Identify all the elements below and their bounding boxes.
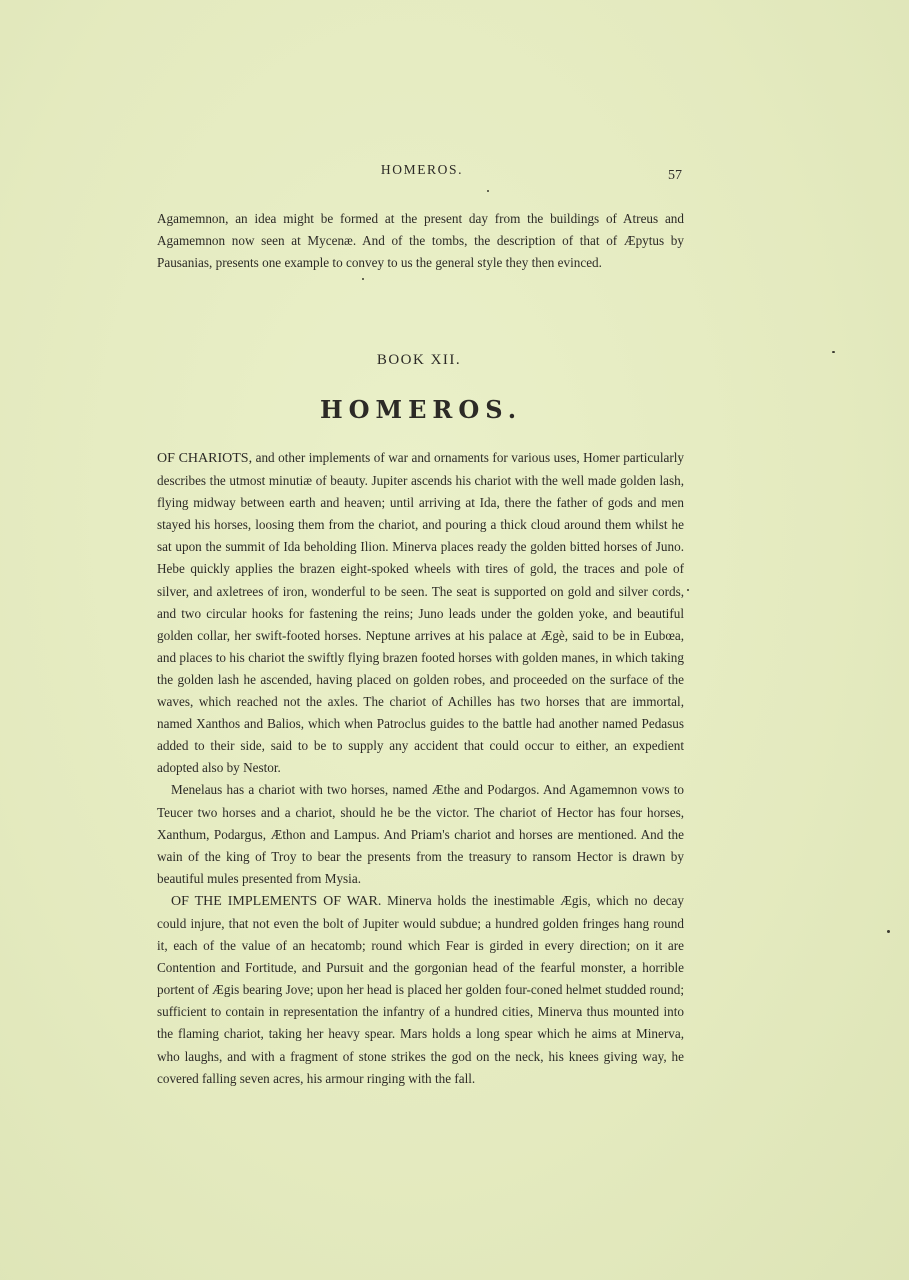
paragraph-text: and other implements of war and ornaments for various uses, Homer particularly describes the utmost minutiæ of beauty. Jupiter ascends his chariot with the well made golden lash, flying midway between earth and heaven; until arriving at Ida, there the father of gods and men stayed his horses, loosing them from the chariot, and pouring a thick cloud around them whilst he sat upon the summit of Ida beholding Ilion. Minerva places ready the golden bitted horses of Juno. Hebe quickly applies the brazen eight-spoked wheels with tires of gold, the traces and pole of silver, and axletrees of iron, wonderful to be seen. The seat is supported on gold and silver cords, and two circular hooks for fastening the reins; Juno leads under the golden yoke, and beautiful golden collar, her swift-footed horses. Neptune arrives at his palace at Ægè, said to be in Eubœa, and places to his chariot the swiftly flying brazen footed horses with golden manes, in which taking the golden lash he ascended, having placed on golden robes, and proceeded on the surface of the waves, which reached not the axles. The chariot of Achilles has two horses that are immortal, named Xanthos and Balios, which when Patroclus guides to the battle had another named Pedasus added to their side, said to be to supply any accident that could occur to either, an expedient adopted also by Nestor.	[157, 450, 684, 776]
paper-speck	[687, 589, 689, 591]
paragraph-lead: OF THE IMPLEMENTS OF WAR.	[171, 893, 382, 909]
paper-speck	[487, 190, 489, 192]
paragraph-lead: OF CHARIOTS,	[157, 451, 253, 466]
paragraph-text: Minerva holds the inestimable Ægis, which no decay could injure, that not even the bolt of Jupiter would subdue; a hundred golden fringes hang round it, each of the value of an hecatomb; round which Fear is girded in every direction; on it are Contention and Fortitude, and Pursuit and the gorgonian head of the fearful monster, a horrible portent of Ægis bearing Jove; upon her head is placed her golden four-coned helmet studded round; sufficient to contain in representation the infantry of a hundred cities, Minerva thus mounted into the flaming chariot, taking her heavy spear. Mars holds a long spear which he aims at Minerva, who laughs, and with a fragment of stone strikes the god on the neck, his knees giving way, he covered falling seven acres, his armour ringing with the fall.	[157, 892, 685, 1086]
body-text	[157, 447, 684, 1090]
paragraph-menelaus	[157, 779, 684, 889]
continued-paragraph	[157, 208, 684, 274]
paragraph-chariots	[157, 447, 684, 779]
paper-speck	[832, 351, 835, 353]
continued-text: Agamemnon, an idea might be formed at the present day from the buildings of Atreus and Agamemnon now seen at Mycenæ. And of the tombs, the description of that of Æpytus by Pausanias, presents one example to convey to us the general style they then evinced.	[157, 211, 684, 271]
page-number: 57	[668, 168, 682, 183]
paragraph-text: Menelaus has a chariot with two horses, named Æthe and Podargos. And Agamemnon vows to Teucer two horses and a chariot, should he be the victor. The chariot of Hector has four horses, Xanthum, Podargus, Æthon and Lampus. And Priam's chariot and horses are mentioned. And the wain of the king of Troy to bear the presents from the treasury to ransom Hector is drawn by beautiful mules presented from Mysia.	[157, 782, 684, 886]
paper-speck	[887, 930, 890, 933]
paragraph-implements	[157, 890, 684, 1090]
running-head: HOMEROS.	[380, 162, 464, 177]
chapter-title: HOMEROS.	[319, 395, 523, 424]
paper-speck	[362, 278, 364, 280]
book-heading: BOOK XII.	[376, 352, 462, 368]
